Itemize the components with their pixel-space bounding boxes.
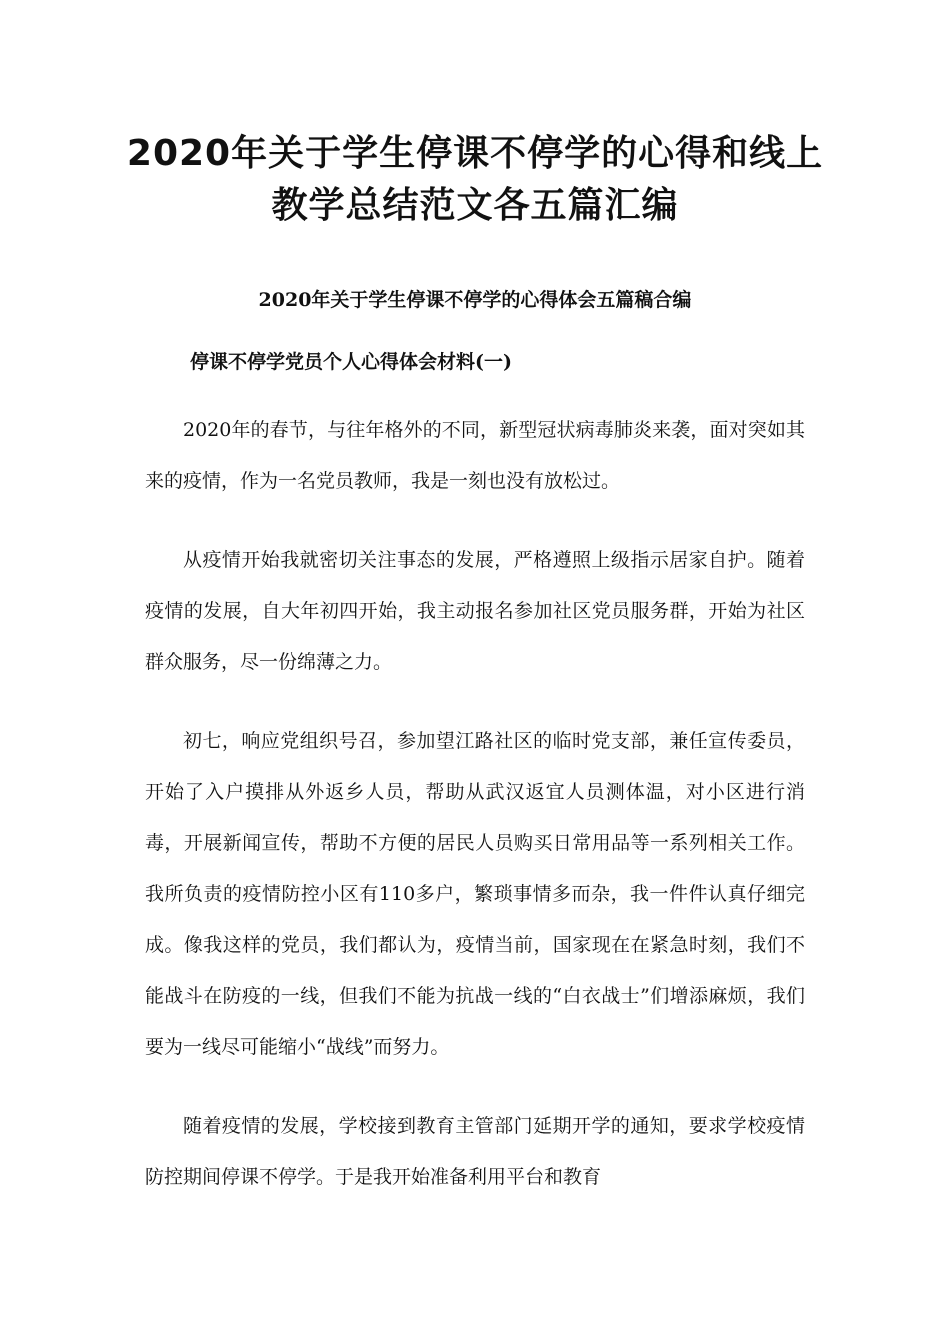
document-subtitle: 2020年关于学生停课不停学的心得体会五篇稿合编 [258,289,692,311]
paragraph-1: 2020年的春节，与往年格外的不同，新型冠状病毒肺炎来袭，面对突如其来的疫情，作为一名党员教师，我是一刻也没有放松过。 [145,419,805,492]
document-title [120,128,830,232]
paragraph-4: 随着疫情的发展，学校接到教育主管部门延期开学的通知，要求学校疫情防控期间停课不停学。于是我开始准备利用平台和教育 [145,1115,805,1188]
title-line-1: 2020年关于学生停课不停学的心得和线上 [126,133,824,174]
document-body [145,405,805,1231]
title-line-2: 教学总结范文各五篇汇编 [271,185,679,226]
paragraph-3: 初七，响应党组织号召，参加望江路社区的临时党支部，兼任宣传委员，开始了入户摸排从外返乡人员，帮助从武汉返宜人员测体温，对小区进行消毒，开展新闻宣传，帮助不方便的居民人员购买日常用品等一系列相关工作。我所负责的疫情防控小区有110多户，繁琐事情多而杂，我一件件认真仔细完成。像我这样的党员，我们都认为，疫情当前，国家现在在紧急时刻，我们不能战斗在防疫的一线，但我们不能为抗战一线的“白衣战士”们增添麻烦，我们要为一线尽可能缩小“战线”而努力。 [145,730,805,1058]
paragraph-2: 从疫情开始我就密切关注事态的发展，严格遵照上级指示居家自护。随着疫情的发展，自大年初四开始，我主动报名参加社区党员服务群，开始为社区群众服务，尽一份绵薄之力。 [145,549,805,673]
section-heading: 停课不停学党员个人心得体会材料(一) [190,351,512,373]
